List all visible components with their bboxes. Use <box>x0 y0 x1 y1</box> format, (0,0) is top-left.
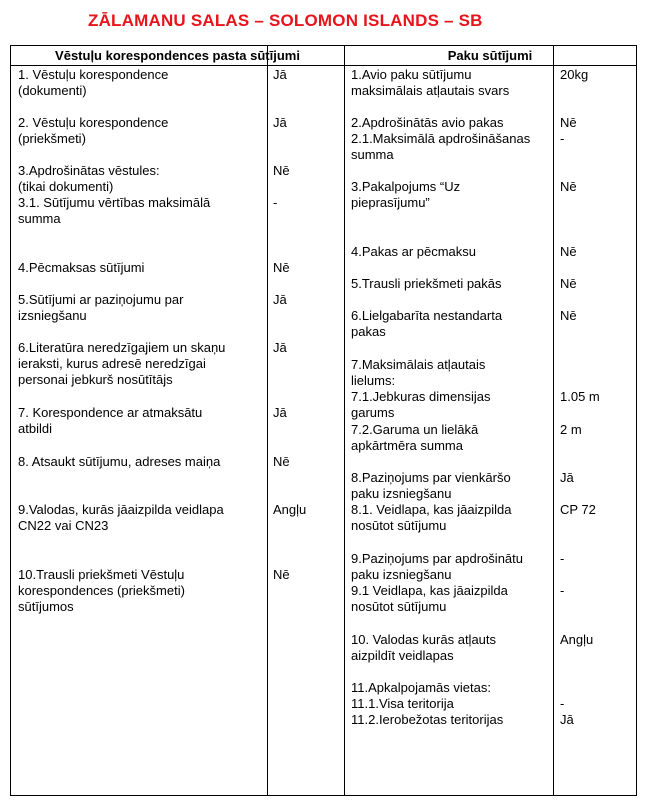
letters-item-2-line1: 2. Vēstuļu korespondence <box>18 115 169 130</box>
letters-item-3-line1: 3.Apdrošinātas vēstules: <box>18 163 160 178</box>
parcels-item-3-line2: pieprasījumu” <box>351 195 430 210</box>
letters-item-2-value: Jā <box>273 115 287 130</box>
parcels-item-8-value: Jā <box>560 470 574 485</box>
parcels-item-4-value: Nē <box>560 244 577 259</box>
letters-item-4: 4.Pēcmaksas sūtījumi <box>18 260 145 275</box>
letters-item-6-line3: personai jebkurš nosūtītājs <box>18 372 173 387</box>
parcels-item-6-value: Nē <box>560 308 577 323</box>
services-table <box>10 45 637 796</box>
letters-item-6-line2: ieraksti, kurus adresē neredzīgai <box>18 356 206 371</box>
parcels-item-9-line2: paku izsniegšanu <box>351 567 452 582</box>
parcels-item-7-line2: lielums: <box>351 373 396 388</box>
parcels-item-7-2-line2: apkārtmēra summa <box>351 438 463 453</box>
parcels-item-11-2-value: Jā <box>560 712 574 727</box>
parcels-item-8-1-line2: nosūtot sūtījumu <box>351 518 447 533</box>
parcels-item-5: 5.Trausli priekšmeti pakās <box>351 276 502 291</box>
letters-item-1-line1: 1. Vēstuļu korespondence <box>18 67 169 82</box>
parcels-item-7-2-value: 2 m <box>560 422 582 437</box>
letters-item-3-line2: (tikai dokumenti) <box>18 179 114 194</box>
parcels-item-2-1-line2: summa <box>351 147 394 162</box>
letters-item-9-line1: 9.Valodas, kurās jāaizpilda veidlapa <box>18 502 224 517</box>
letters-item-8-value: Nē <box>273 454 290 469</box>
header-letters: Vēstuļu korespondences pasta sūtījumi <box>55 48 300 63</box>
parcels-item-11-1-value: - <box>560 696 565 711</box>
column-divider <box>344 46 345 795</box>
parcels-item-1-line1: 1.Avio paku sūtījumu <box>351 67 472 82</box>
parcels-item-10-line1: 10. Valodas kurās atļauts <box>351 632 497 647</box>
letters-item-7-line2: atbildi <box>18 421 52 436</box>
parcels-item-11-1: 11.1.Visa teritorija <box>351 696 454 711</box>
letters-item-6-line1: 6.Literatūra neredzīgajiem un skaņu <box>18 340 226 355</box>
parcels-item-1-value: 20kg <box>560 67 589 82</box>
parcels-item-4: 4.Pakas ar pēcmaksu <box>351 244 477 259</box>
letters-item-8: 8. Atsaukt sūtījumu, adreses maiņa <box>18 454 221 469</box>
parcels-item-9-value: - <box>560 551 565 566</box>
letters-item-10-line1: 10.Trausli priekšmeti Vēstuļu <box>18 567 185 582</box>
letters-item-1-line2: (dokumenti) <box>18 83 87 98</box>
parcels-item-7-1-line1: 7.1.Jebkuras dimensijas <box>351 389 491 404</box>
parcels-item-8-line2: paku izsniegšanu <box>351 486 452 501</box>
parcels-item-2-value: Nē <box>560 115 577 130</box>
letters-item-5-line2: izsniegšanu <box>18 308 87 323</box>
parcels-item-7-2-line1: 7.2.Garuma un lielākā <box>351 422 479 437</box>
column-divider <box>553 46 554 795</box>
parcels-item-1-line2: maksimālais atļautais svars <box>351 83 510 98</box>
parcels-item-7-1-line2: garums <box>351 405 395 420</box>
letters-item-4-value: Nē <box>273 260 290 275</box>
parcels-item-6-line2: pakas <box>351 324 386 339</box>
parcels-item-6-line1: 6.Lielgabarīta nestandarta <box>351 308 503 323</box>
letters-item-7-line1: 7. Korespondence ar atmaksātu <box>18 405 203 420</box>
parcels-item-8-line1: 8.Paziņojums par vienkāršo <box>351 470 511 485</box>
letters-item-6-value: Jā <box>273 340 287 355</box>
letters-item-9-value: Angļu <box>273 502 307 517</box>
letters-item-10-value: Nē <box>273 567 290 582</box>
parcels-item-9-line1: 9.Paziņojums par apdrošinātu <box>351 551 523 566</box>
parcels-item-7-1-value: 1.05 m <box>560 389 600 404</box>
parcels-item-7-line1: 7.Maksimālais atļautais <box>351 357 486 372</box>
parcels-item-3-value: Nē <box>560 179 577 194</box>
parcels-item-8-1-value: CP 72 <box>560 502 596 517</box>
parcels-item-9-1-line1: 9.1 Veidlapa, kas jāaizpilda <box>351 583 508 598</box>
letters-item-5-line1: 5.Sūtījumi ar paziņojumu par <box>18 292 184 307</box>
letters-item-5-value: Jā <box>273 292 287 307</box>
parcels-item-2: 2.Apdrošinātās avio pakas <box>351 115 504 130</box>
parcels-item-11-2: 11.2.Ierobežotas teritorijas <box>351 712 504 727</box>
column-divider <box>267 46 268 795</box>
page-title: ZĀLAMANU SALAS – SOLOMON ISLANDS – SB <box>88 11 483 30</box>
letters-item-3-value: Nē <box>273 163 290 178</box>
parcels-item-10-value: Angļu <box>560 632 594 647</box>
letters-item-9-line2: CN22 vai CN23 <box>18 518 109 533</box>
parcels-item-8-1-line1: 8.1. Veidlapa, kas jāaizpilda <box>351 502 512 517</box>
header-divider <box>11 65 636 66</box>
letters-item-1-value: Jā <box>273 67 287 82</box>
parcels-item-9-1-value: - <box>560 583 565 598</box>
parcels-item-5-value: Nē <box>560 276 577 291</box>
letters-item-3-1-line2: summa <box>18 211 61 226</box>
parcels-item-2-1-line1: 2.1.Maksimālā apdrošināšanas <box>351 131 531 146</box>
parcels-item-9-1-line2: nosūtot sūtījumu <box>351 599 447 614</box>
letters-item-10-line3: sūtījumos <box>18 599 74 614</box>
parcels-item-3-line1: 3.Pakalpojums “Uz <box>351 179 461 194</box>
header-parcels: Paku sūtījumi <box>447 48 533 63</box>
parcels-item-11: 11.Apkalpojamās vietas: <box>351 680 491 695</box>
parcels-item-10-line2: aizpildīt veidlapas <box>351 648 454 663</box>
letters-item-7-value: Jā <box>273 405 287 420</box>
letters-item-3-1-value: - <box>273 195 278 210</box>
letters-item-3-1-line1: 3.1. Sūtījumu vērtības maksimālā <box>18 195 211 210</box>
parcels-item-2-1-value: - <box>560 131 565 146</box>
letters-item-2-line2: (priekšmeti) <box>18 131 86 146</box>
letters-item-10-line2: korespondences (priekšmeti) <box>18 583 185 598</box>
